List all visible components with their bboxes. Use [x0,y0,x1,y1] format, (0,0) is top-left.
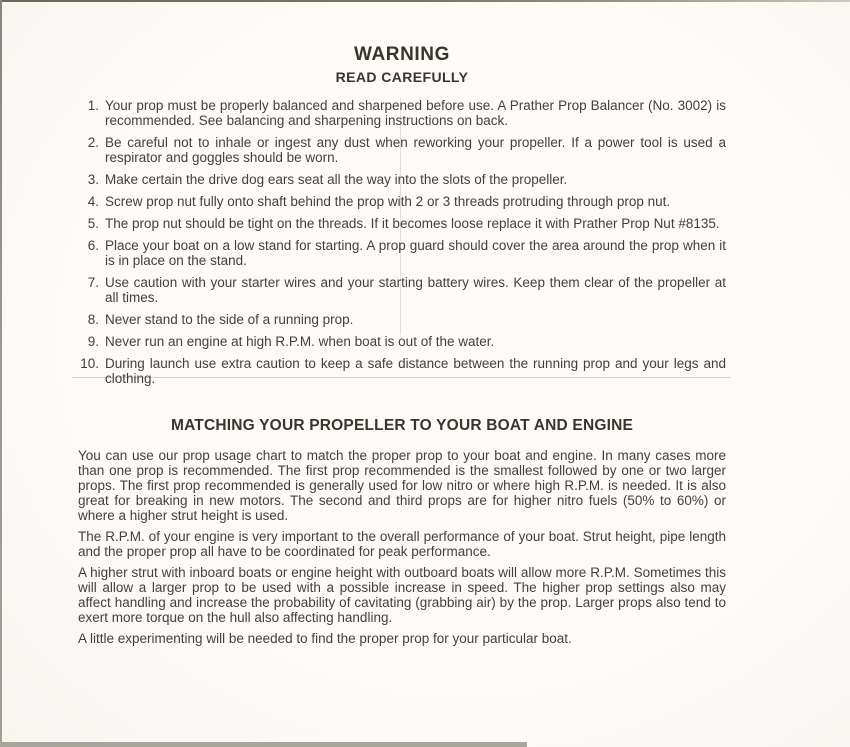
matching-section-title: MATCHING YOUR PROPELLER TO YOUR BOAT AND ENGINE [170,417,634,434]
list-item-number: 4. [87,194,99,209]
scan-edge-left [0,0,2,747]
warning-title: WARNING [353,44,451,65]
list-item [78,98,726,128]
document-body [78,0,726,646]
scan-edge-bottom [0,742,527,747]
list-item [78,216,726,231]
list-item-text: The prop nut should be tight on the threads. If it becomes loose replace it with Prather Prop Nut #8135. [105,216,720,231]
list-item-number: 7. [87,275,99,290]
warning-subtitle: READ CAREFULLY [335,69,469,85]
list-item [78,194,726,209]
list-item [78,275,726,305]
list-item-number: 9. [87,334,99,349]
list-item [78,238,726,268]
list-item [78,334,726,349]
list-item-number: 3. [87,172,99,187]
list-item-text: Make certain the drive dog ears seat all the way into the slots of the propeller. [105,172,568,187]
list-item [78,312,726,327]
list-item-text: Screw prop nut fully onto shaft behind the prop with 2 or 3 threads protruding through prop nut. [105,194,671,209]
list-item-text: Never run an engine at high R.P.M. when boat is out of the water. [105,334,495,349]
warning-list [78,98,726,386]
paragraph: A little experimenting will be needed to find the proper prop for your particular boat. [78,631,572,646]
list-item [78,172,726,187]
list-item-number: 2. [87,135,99,150]
list-item-text: During launch use extra caution to keep a safe distance between the running prop and your legs and clothing. [105,356,726,386]
paragraph: The R.P.M. of your engine is very important to the overall performance of your boat. Strut height, pipe length and the proper prop all have to be coordinated for peak performance. [78,529,726,559]
list-item [78,356,726,386]
paragraph: A higher strut with inboard boats or engine height with outboard boats will allow more R.P.M. Sometimes this will allow a larger prop to be used with a possible increase in speed. The higher prop settings also may affect handling and increase the probability of cavitating (grabbing air) by the prop. Larger props also tend to exert more torque on the hull also affecting handling. [78,565,726,625]
list-item-text: Place your boat on a low stand for starting. A prop guard should cover the area around the prop when it is in place on the stand. [105,238,726,268]
list-item-number: 10. [80,356,99,371]
list-item [78,135,726,165]
list-item-text: Your prop must be properly balanced and sharpened before use. A Prather Prop Balancer (No. 3002) is recommended. See balancing and sharpening instructions on back. [105,98,726,128]
paragraph: You can use our prop usage chart to match the proper prop to your boat and engine. In many cases more than one prop is recommended. The first prop recommended is the smallest followed by one or two larger props. The first prop recommended is generally used for low nitro or where high R.P.M. is needed. It is also great for breaking in new motors. The second and third props are for higher nitro fuels (50% to 60%) or where a higher strut height is used. [78,448,726,523]
list-item-text: Never stand to the side of a running prop. [105,312,354,327]
list-item-number: 5. [87,216,99,231]
list-item-number: 6. [87,238,99,253]
list-item-text: Use caution with your starter wires and your starting battery wires. Keep them clear of the propeller at all times. [105,275,726,305]
list-item-number: 8. [87,312,99,327]
list-item-text: Be careful not to inhale or ingest any dust when reworking your propeller. If a power tool is used a respirator and goggles should be worn. [105,135,726,165]
list-item-number: 1. [87,98,99,113]
